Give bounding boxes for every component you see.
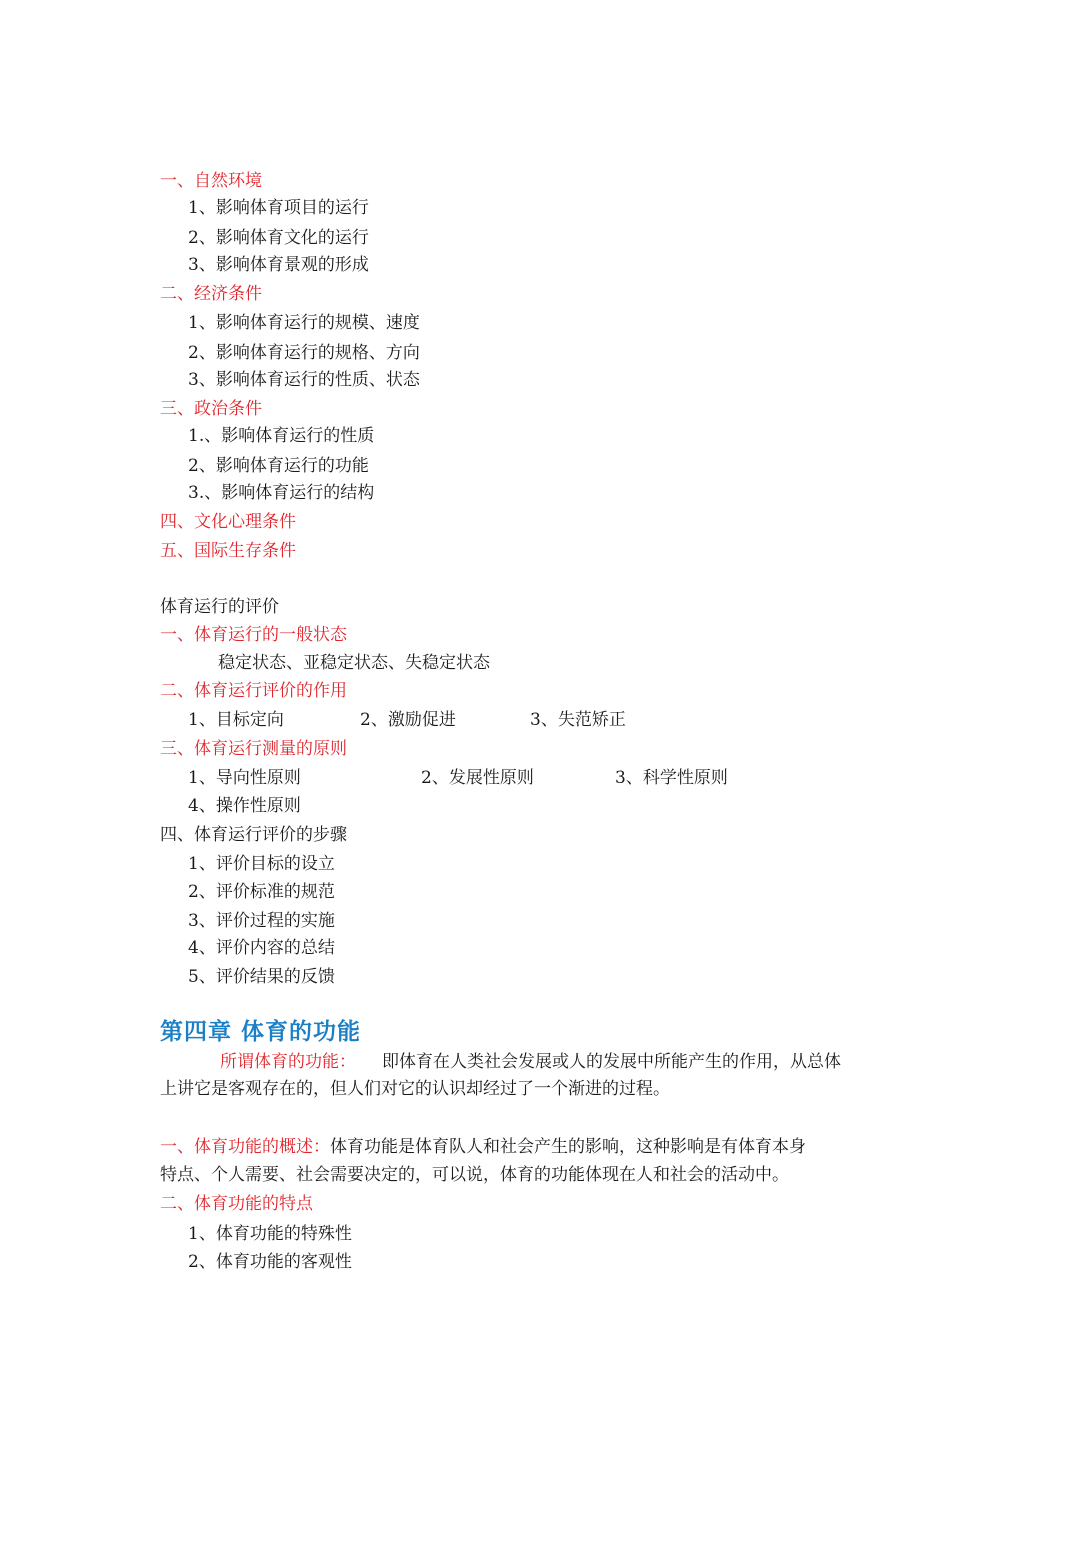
overview-line-2: 特点、个人需要、社会需要决定的，可以说，体育的功能体现在人和社会的活动中。: [160, 1165, 789, 1185]
list-item: 3、评价过程的实施: [188, 911, 335, 931]
list-item: 1、导向性原则: [188, 768, 301, 788]
list-item: 2、体育功能的客观性: [188, 1252, 352, 1272]
heading-evaluation-steps: 四、体育运行评价的步骤: [160, 825, 347, 845]
list-item: 3.、影响体育运行的结构: [188, 483, 375, 503]
list-item: 1、评价目标的设立: [188, 854, 335, 874]
list-item: 3、影响体育运行的性质、状态: [188, 370, 420, 390]
list-item: 1、目标定向: [188, 710, 284, 730]
list-item: 1、体育功能的特殊性: [188, 1224, 352, 1244]
list-item: 4、操作性原则: [188, 796, 301, 816]
heading-economic-conditions: 二、经济条件: [160, 284, 262, 304]
list-item: 4、评价内容的总结: [188, 938, 335, 958]
overview-label: 一、体育功能的概述：: [160, 1137, 330, 1157]
list-item: 1、影响体育项目的运行: [188, 198, 369, 218]
heading-general-state: 一、体育运行的一般状态: [160, 625, 347, 645]
definition-line-2: 上讲它是客观存在的，但人们对它的认识却经过了一个渐进的过程。: [160, 1079, 670, 1099]
heading-cultural-psychology: 四、文化心理条件: [160, 512, 296, 532]
heading-natural-environment: 一、自然环境: [160, 171, 262, 191]
heading-measurement-principles: 三、体育运行测量的原则: [160, 739, 347, 759]
list-item: 5、评价结果的反馈: [188, 967, 335, 987]
list-item: 1.、影响体育运行的性质: [188, 426, 375, 446]
overview-text: 体育功能是体育队人和社会产生的影响，这种影响是有体育本身: [330, 1137, 806, 1157]
list-item: 2、激励促进: [360, 710, 456, 730]
overview-line-1: [160, 1136, 806, 1158]
heading-political-conditions: 三、政治条件: [160, 399, 262, 419]
list-item: 2、影响体育运行的规格、方向: [188, 343, 420, 363]
list-item: 2、影响体育运行的功能: [188, 456, 369, 476]
list-item: 2、影响体育文化的运行: [188, 228, 369, 248]
heading-international-survival: 五、国际生存条件: [160, 541, 296, 561]
heading-function-features: 二、体育功能的特点: [160, 1194, 313, 1214]
list-item: 1、影响体育运行的规模、速度: [188, 313, 420, 333]
heading-evaluation-role: 二、体育运行评价的作用: [160, 681, 347, 701]
chapter-title: 第四章 体育的功能: [160, 1019, 362, 1045]
list-item: 3、影响体育景观的形成: [188, 255, 369, 275]
definition-text: 即体育在人类社会发展或人的发展中所能产生的作用，从总体: [382, 1052, 841, 1072]
definition-line-1: [220, 1051, 841, 1073]
definition-label: 所谓体育的功能：: [220, 1052, 356, 1072]
list-item: 3、失范矫正: [530, 710, 626, 730]
list-item: 2、评价标准的规范: [188, 882, 335, 902]
evaluation-title: 体育运行的评价: [160, 597, 279, 617]
state-text: 稳定状态、亚稳定状态、失稳定状态: [218, 653, 490, 673]
list-item: 2、发展性原则: [421, 768, 534, 788]
list-item: 3、科学性原则: [615, 768, 728, 788]
